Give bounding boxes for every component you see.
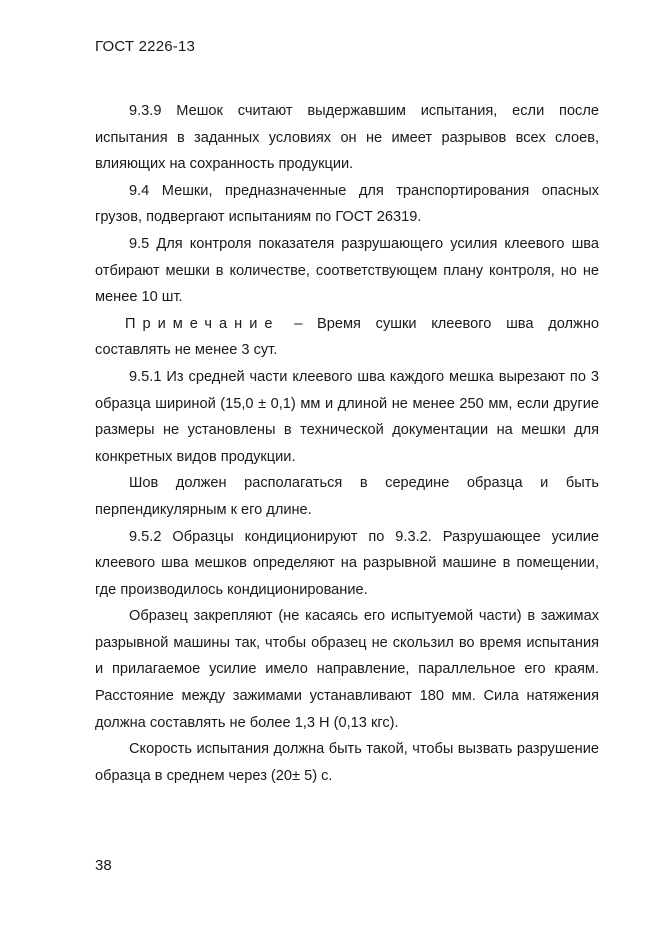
note-paragraph — [95, 311, 599, 364]
paragraph-9-5: 9.5 Для контроля показателя разрушающего усилия клеевого шва отбирают мешки в количестве, соответствующем плану контроля, но не менее 10 шт. — [95, 235, 599, 306]
page-number: 38 — [95, 857, 112, 874]
paragraph-sample-clamping: Образец закрепляют (не касаясь его испытуемой части) в зажимах разрывной машины так, чтобы образец не скользил во время испытания и прилагаемое усилие имело направление, параллельное его краям. Расстояние между зажимами устанавливают 180 мм. Сила натяжения должна составлять не более 1,3 Н (0,13 кгс). — [95, 608, 599, 731]
document-code-header: ГОСТ 2226-13 — [95, 38, 196, 55]
paragraph-test-speed: Скорость испытания должна быть такой, чтобы вызвать разрушение образца в среднем через (20± 5) с. — [95, 741, 599, 784]
paragraph-9-4: 9.4 Мешки, предназначенные для транспортирования опасных грузов, подвергают испытаниям по ГОСТ 26319. — [95, 182, 599, 226]
paragraph-seam-position: Шов должен располагаться в середине образца и быть перпендикулярным к его длине. — [95, 475, 599, 518]
paragraph-9-3-9: 9.3.9 Мешок считают выдержавшим испытания, если после испытания в заданных условиях он не имеет разрывов всех слоев, влияющих на сохранность продукции. — [95, 103, 599, 173]
note-text: – Время сушки клеевого шва должно составлять не менее 3 сут. — [95, 315, 599, 359]
paragraph-9-5-1: 9.5.1 Из средней части клеевого шва каждого мешка вырезают по 3 образца шириной (15,0 ± 0,1) мм и длиной не менее 250 мм, если другие размеры не установлены в технической документации на мешки для конкретных видов продукции. — [95, 368, 599, 465]
document-body — [95, 98, 599, 789]
note-label: Примечание — [125, 315, 280, 332]
paragraph-9-5-2: 9.5.2 Образцы кондиционируют по 9.3.2. Разрушающее усилие клеевого шва мешков определяют на разрывной машине в помещении, где производилось кондиционирование. — [95, 528, 599, 598]
